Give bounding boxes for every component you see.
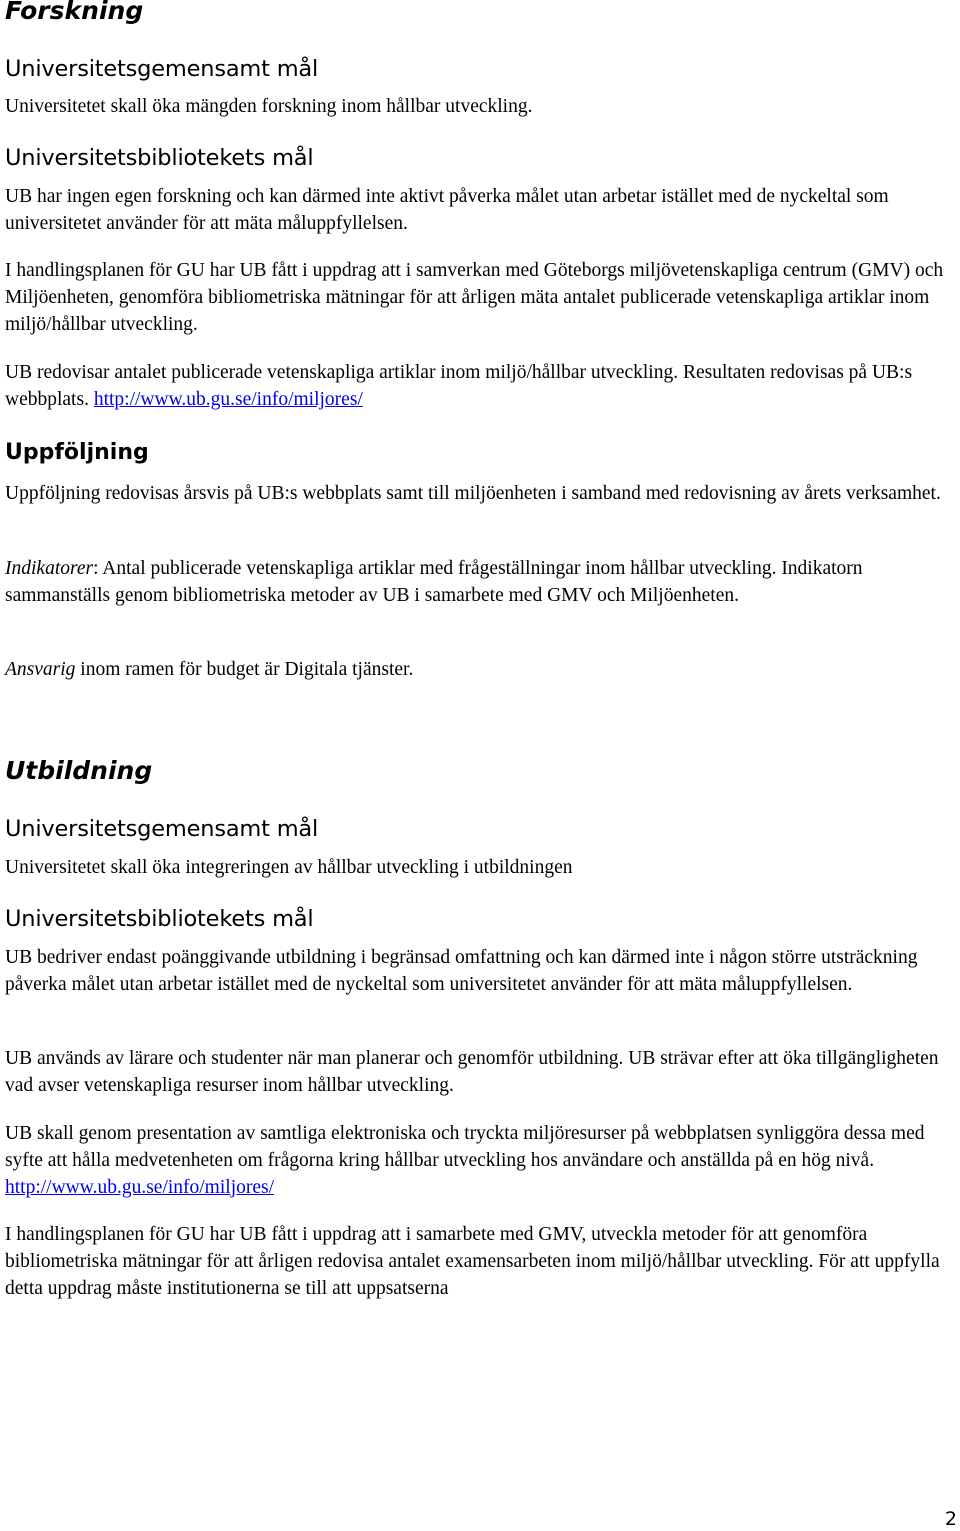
miljores-link[interactable]: http://www.ub.gu.se/info/miljores/ — [5, 1176, 275, 1198]
ansvarig-paragraph: Ansvarig inom ramen för budget är Digitala tjänster. — [5, 659, 414, 680]
ub-goal-paragraph-2: I handlingsplanen för GU har UB fått i uppdrag att i samverkan med Göteborgs miljövetenskapliga centrum (GMV) och Miljöenheten, genomföra bibliometriska mätningar för att årligen mäta antalet publicerade vetenskapliga artiklar inom miljö/hållbar utveckling. — [5, 260, 944, 335]
heading-uppfoljning: Uppföljning — [5, 440, 149, 465]
heading-univ-goal: Universitetsgemensamt mål — [5, 56, 319, 82]
page-number: 2 — [944, 1508, 957, 1530]
utb-paragraph-3: UB skall genom presentation av samtliga elektroniska och tryckta miljöresurser på webbplatsen synliggöra dessa med syfte att hålla medvetenheten om frågorna kring hållbar utveckling hos användare och anställda på en hög nivå. http://www.ub.gu.se/info/miljores/ — [5, 1123, 925, 1198]
section-title: Forskning — [5, 0, 144, 25]
utb-paragraph-2: UB används av lärare och studenter när man planerar och genomför utbildning. UB strävar efter att öka tillgängligheten vad avser vetenskapliga resurser inom hållbar utveckling. — [5, 1048, 939, 1096]
heading-ub-goal: Universitetsbibliotekets mål — [5, 145, 314, 171]
section-title-forskning — [5, 0, 955, 25]
uppfoljning-paragraph: Uppföljning redovisas årsvis på UB:s webbplats samt till miljöenheten i samband med redovisning av årets verksamhet. — [5, 483, 941, 504]
miljores-link[interactable]: http://www.ub.gu.se/info/miljores/ — [93, 388, 363, 410]
univ-goal-text-utb: Universitetet skall öka integreringen av hållbar utveckling i utbildningen — [5, 857, 573, 878]
univ-goal-text: Universitetet skall öka mängden forskning inom hållbar utveckling. — [5, 96, 533, 117]
heading-univ-goal-utb: Universitetsgemensamt mål — [5, 816, 319, 842]
ub-goal-paragraph-1: UB har ingen egen forskning och kan därmed inte aktivt påverka målet utan arbetar istället med de nyckeltal som universitetet använder för att mäta måluppfyllelsen. — [5, 186, 889, 234]
ub-goal-paragraph-3: UB redovisar antalet publicerade vetenskapliga artiklar inom miljö/hållbar utveckling. Resultaten redovisas på UB:s webbplats. http://www.ub.gu.se/info/miljores/ — [5, 362, 913, 410]
indikatorer-paragraph: Indikatorer: Antal publicerade vetenskapliga artiklar med frågeställningar inom hållbar utveckling. Indikatorn sammanställs genom bibliometriska metoder av UB i samarbete med GMV och Miljöenheten. — [5, 558, 863, 606]
utb-paragraph-1: UB bedriver endast poänggivande utbildning i begränsad omfattning och kan därmed inte i någon större utsträckning påverka målet utan arbetar istället med de nyckeltal som universitetet använder för att mäta måluppfyllelsen. — [5, 947, 918, 995]
utb-paragraph-4: I handlingsplanen för GU har UB fått i uppdrag att i samarbete med GMV, utveckla metoder för att genomföra bibliometriska mätningar för att årligen redovisa antalet examensarbeten inom miljö/hållbar utveckling. För att uppfylla detta uppdrag måste institutionerna se till att uppsatserna — [5, 1224, 940, 1299]
heading-ub-goal-utb: Universitetsbibliotekets mål — [5, 906, 314, 932]
section-title-utbildning: Utbildning — [5, 756, 153, 785]
